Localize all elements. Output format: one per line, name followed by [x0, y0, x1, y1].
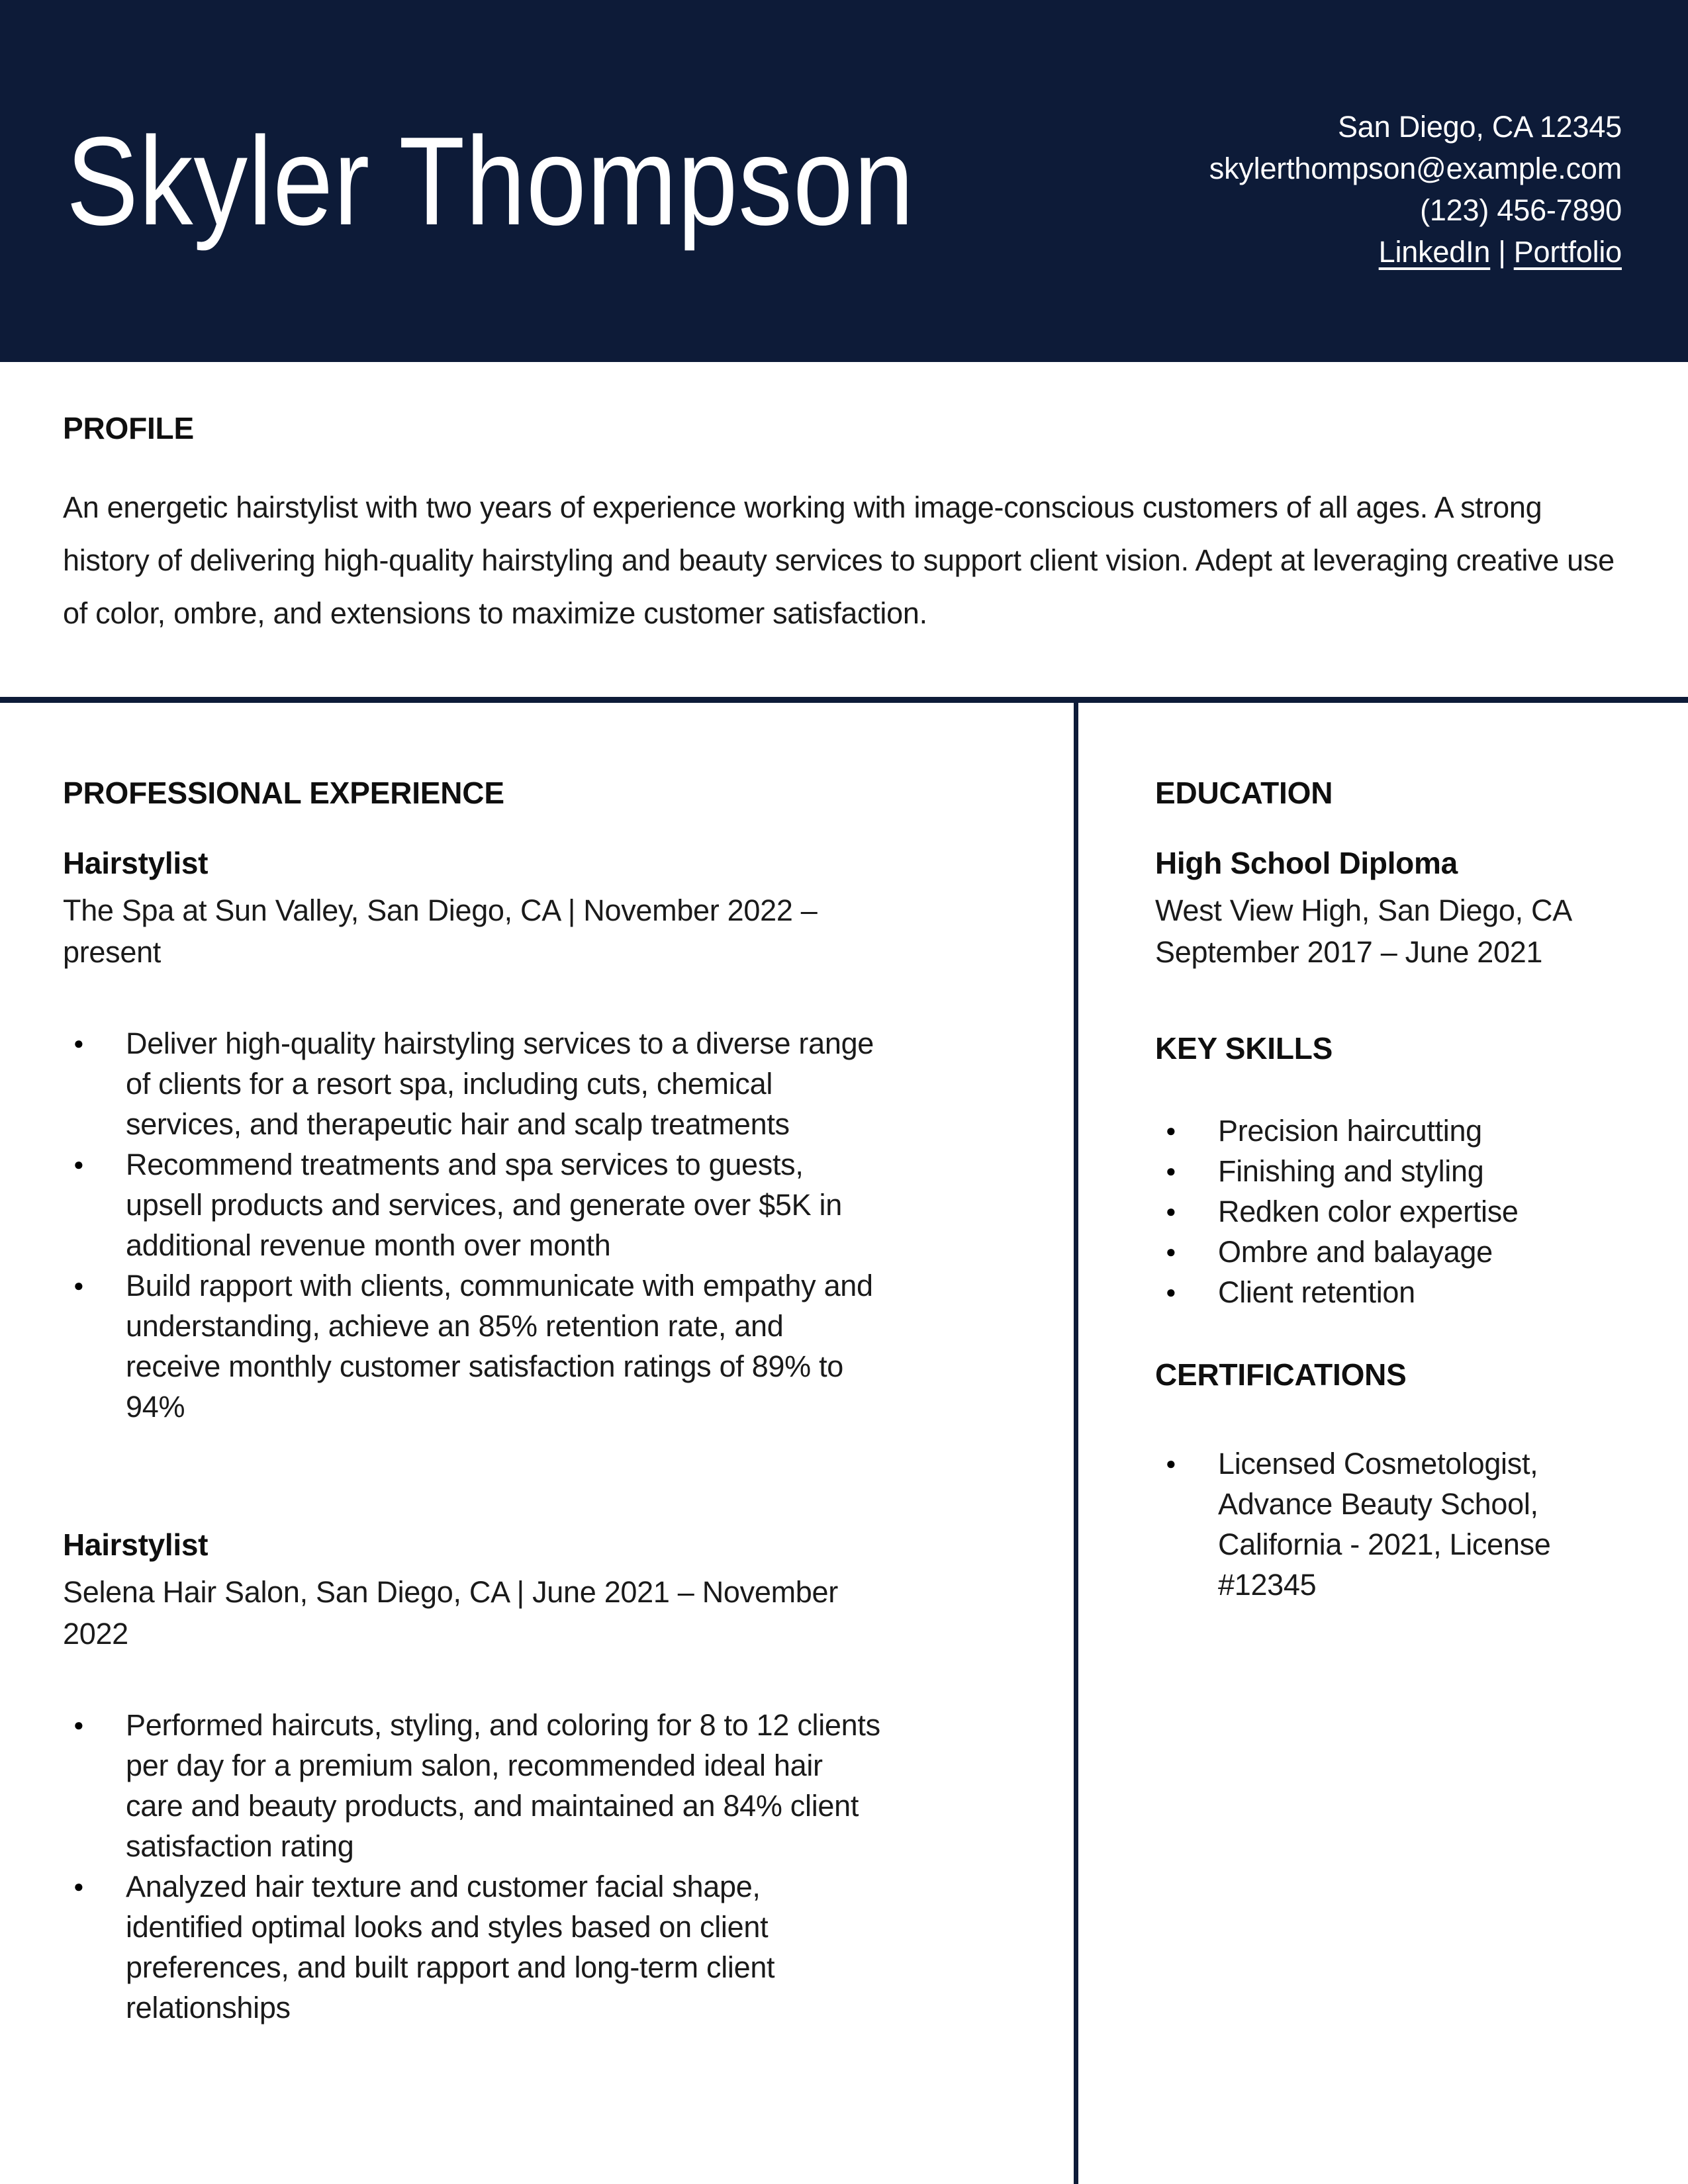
bullet-icon: ●	[1166, 1201, 1176, 1221]
job-bullet-list	[63, 1023, 882, 1427]
two-column-area	[0, 703, 1688, 2184]
bullet-text: Recommend treatments and spa services to guests, upsell products and services, and generate over $5K in additional revenue month over month	[126, 1148, 842, 1262]
contact-location: San Diego, CA 12345	[1337, 109, 1622, 144]
experience-column	[0, 703, 1078, 2184]
portfolio-link[interactable]: Portfolio	[1513, 234, 1622, 269]
bullet-icon: ●	[1166, 1453, 1176, 1473]
job-title: Hairstylist	[63, 1527, 209, 1562]
job-entry	[63, 1526, 882, 2028]
bullet-icon: ●	[73, 1033, 84, 1053]
name-title: Skyler Thompson	[66, 111, 915, 251]
skill-text: Redken color expertise	[1218, 1195, 1519, 1228]
education-degree: High School Diploma	[1155, 846, 1458, 880]
bullet-text: Analyzed hair texture and customer facial shape, identified optimal looks and styles based on client preferences, and built rapport and long-term client relationships	[126, 1870, 775, 2025]
list-item	[63, 1265, 882, 1427]
profile-heading: PROFILE	[63, 411, 194, 445]
list-item	[63, 1023, 882, 1144]
skills-list	[1155, 1111, 1618, 1312]
skill-text: Client retention	[1218, 1275, 1415, 1309]
education-entry	[1155, 844, 1618, 973]
list-item	[1155, 1232, 1618, 1272]
sidebar-column	[1078, 703, 1688, 2184]
education-heading: EDUCATION	[1155, 776, 1333, 810]
job-meta: Selena Hair Salon, San Diego, CA | June 2021 – November 2022	[63, 1575, 838, 1651]
contact-block	[1209, 90, 1622, 273]
bullet-text: Deliver high-quality hairstyling services to a diverse range of clients for a resort spa, including cuts, chemical services, and therapeutic hair and scalp treatments	[126, 1026, 874, 1141]
certification-text: Licensed Cosmetologist, Advance Beauty School, California - 2021, License #12345	[1218, 1447, 1551, 1602]
key-skills-heading: KEY SKILLS	[1155, 1031, 1333, 1066]
bullet-icon: ●	[1166, 1282, 1176, 1302]
list-item	[1155, 1191, 1618, 1232]
education-dates: September 2017 – June 2021	[1155, 935, 1543, 969]
job-meta: The Spa at Sun Valley, San Diego, CA | November 2022 – present	[63, 893, 818, 969]
skill-text: Ombre and balayage	[1218, 1235, 1493, 1269]
link-separator: |	[1498, 234, 1506, 269]
list-item	[1155, 1443, 1618, 1605]
bullet-icon: ●	[73, 1876, 84, 1896]
job-title: Hairstylist	[63, 846, 209, 880]
bullet-icon: ●	[1166, 1242, 1176, 1261]
list-item	[63, 1866, 882, 2028]
bullet-text: Build rapport with clients, communicate with empathy and understanding, achieve an 85% retention rate, and receive monthly customer satisfaction ratings of 89% to 94%	[126, 1269, 873, 1424]
list-item	[1155, 1111, 1618, 1151]
bullet-icon: ●	[1166, 1120, 1176, 1140]
header	[0, 0, 1688, 362]
job-bullet-list	[63, 1705, 882, 2028]
list-item	[63, 1705, 882, 1866]
bullet-icon: ●	[73, 1154, 84, 1174]
list-item	[1155, 1272, 1618, 1312]
profile-section	[63, 410, 1625, 640]
skill-text: Finishing and styling	[1218, 1154, 1484, 1188]
experience-heading: PROFESSIONAL EXPERIENCE	[63, 776, 504, 810]
section-divider	[0, 697, 1688, 703]
bullet-text: Performed haircuts, styling, and coloring for 8 to 12 clients per day for a premium salon, recommended ideal hair care and beauty products, and maintained an 84% client satisfaction rating	[126, 1708, 880, 1863]
list-item	[63, 1144, 882, 1265]
list-item	[1155, 1151, 1618, 1191]
certifications-heading: CERTIFICATIONS	[1155, 1357, 1407, 1392]
bullet-icon: ●	[73, 1275, 84, 1295]
education-school: West View High, San Diego, CA	[1155, 893, 1572, 927]
job-entry	[63, 844, 882, 1427]
bullet-icon: ●	[73, 1715, 84, 1735]
skill-text: Precision haircutting	[1218, 1114, 1482, 1148]
profile-text: An energetic hairstylist with two years of experience working with image-conscious customers of all ages. A strong history of delivering high-quality hairstyling and beauty services to support client vision. Adept at leveraging creative use of color, ombre, and extensions to maximize customer satisfaction.	[63, 490, 1615, 630]
certifications-list	[1155, 1443, 1618, 1605]
contact-email: skylerthompson@example.com	[1209, 151, 1622, 185]
bullet-icon: ●	[1166, 1161, 1176, 1181]
linkedin-link[interactable]: LinkedIn	[1378, 234, 1491, 269]
contact-phone: (123) 456-7890	[1420, 193, 1622, 227]
contact-links	[1209, 231, 1622, 273]
